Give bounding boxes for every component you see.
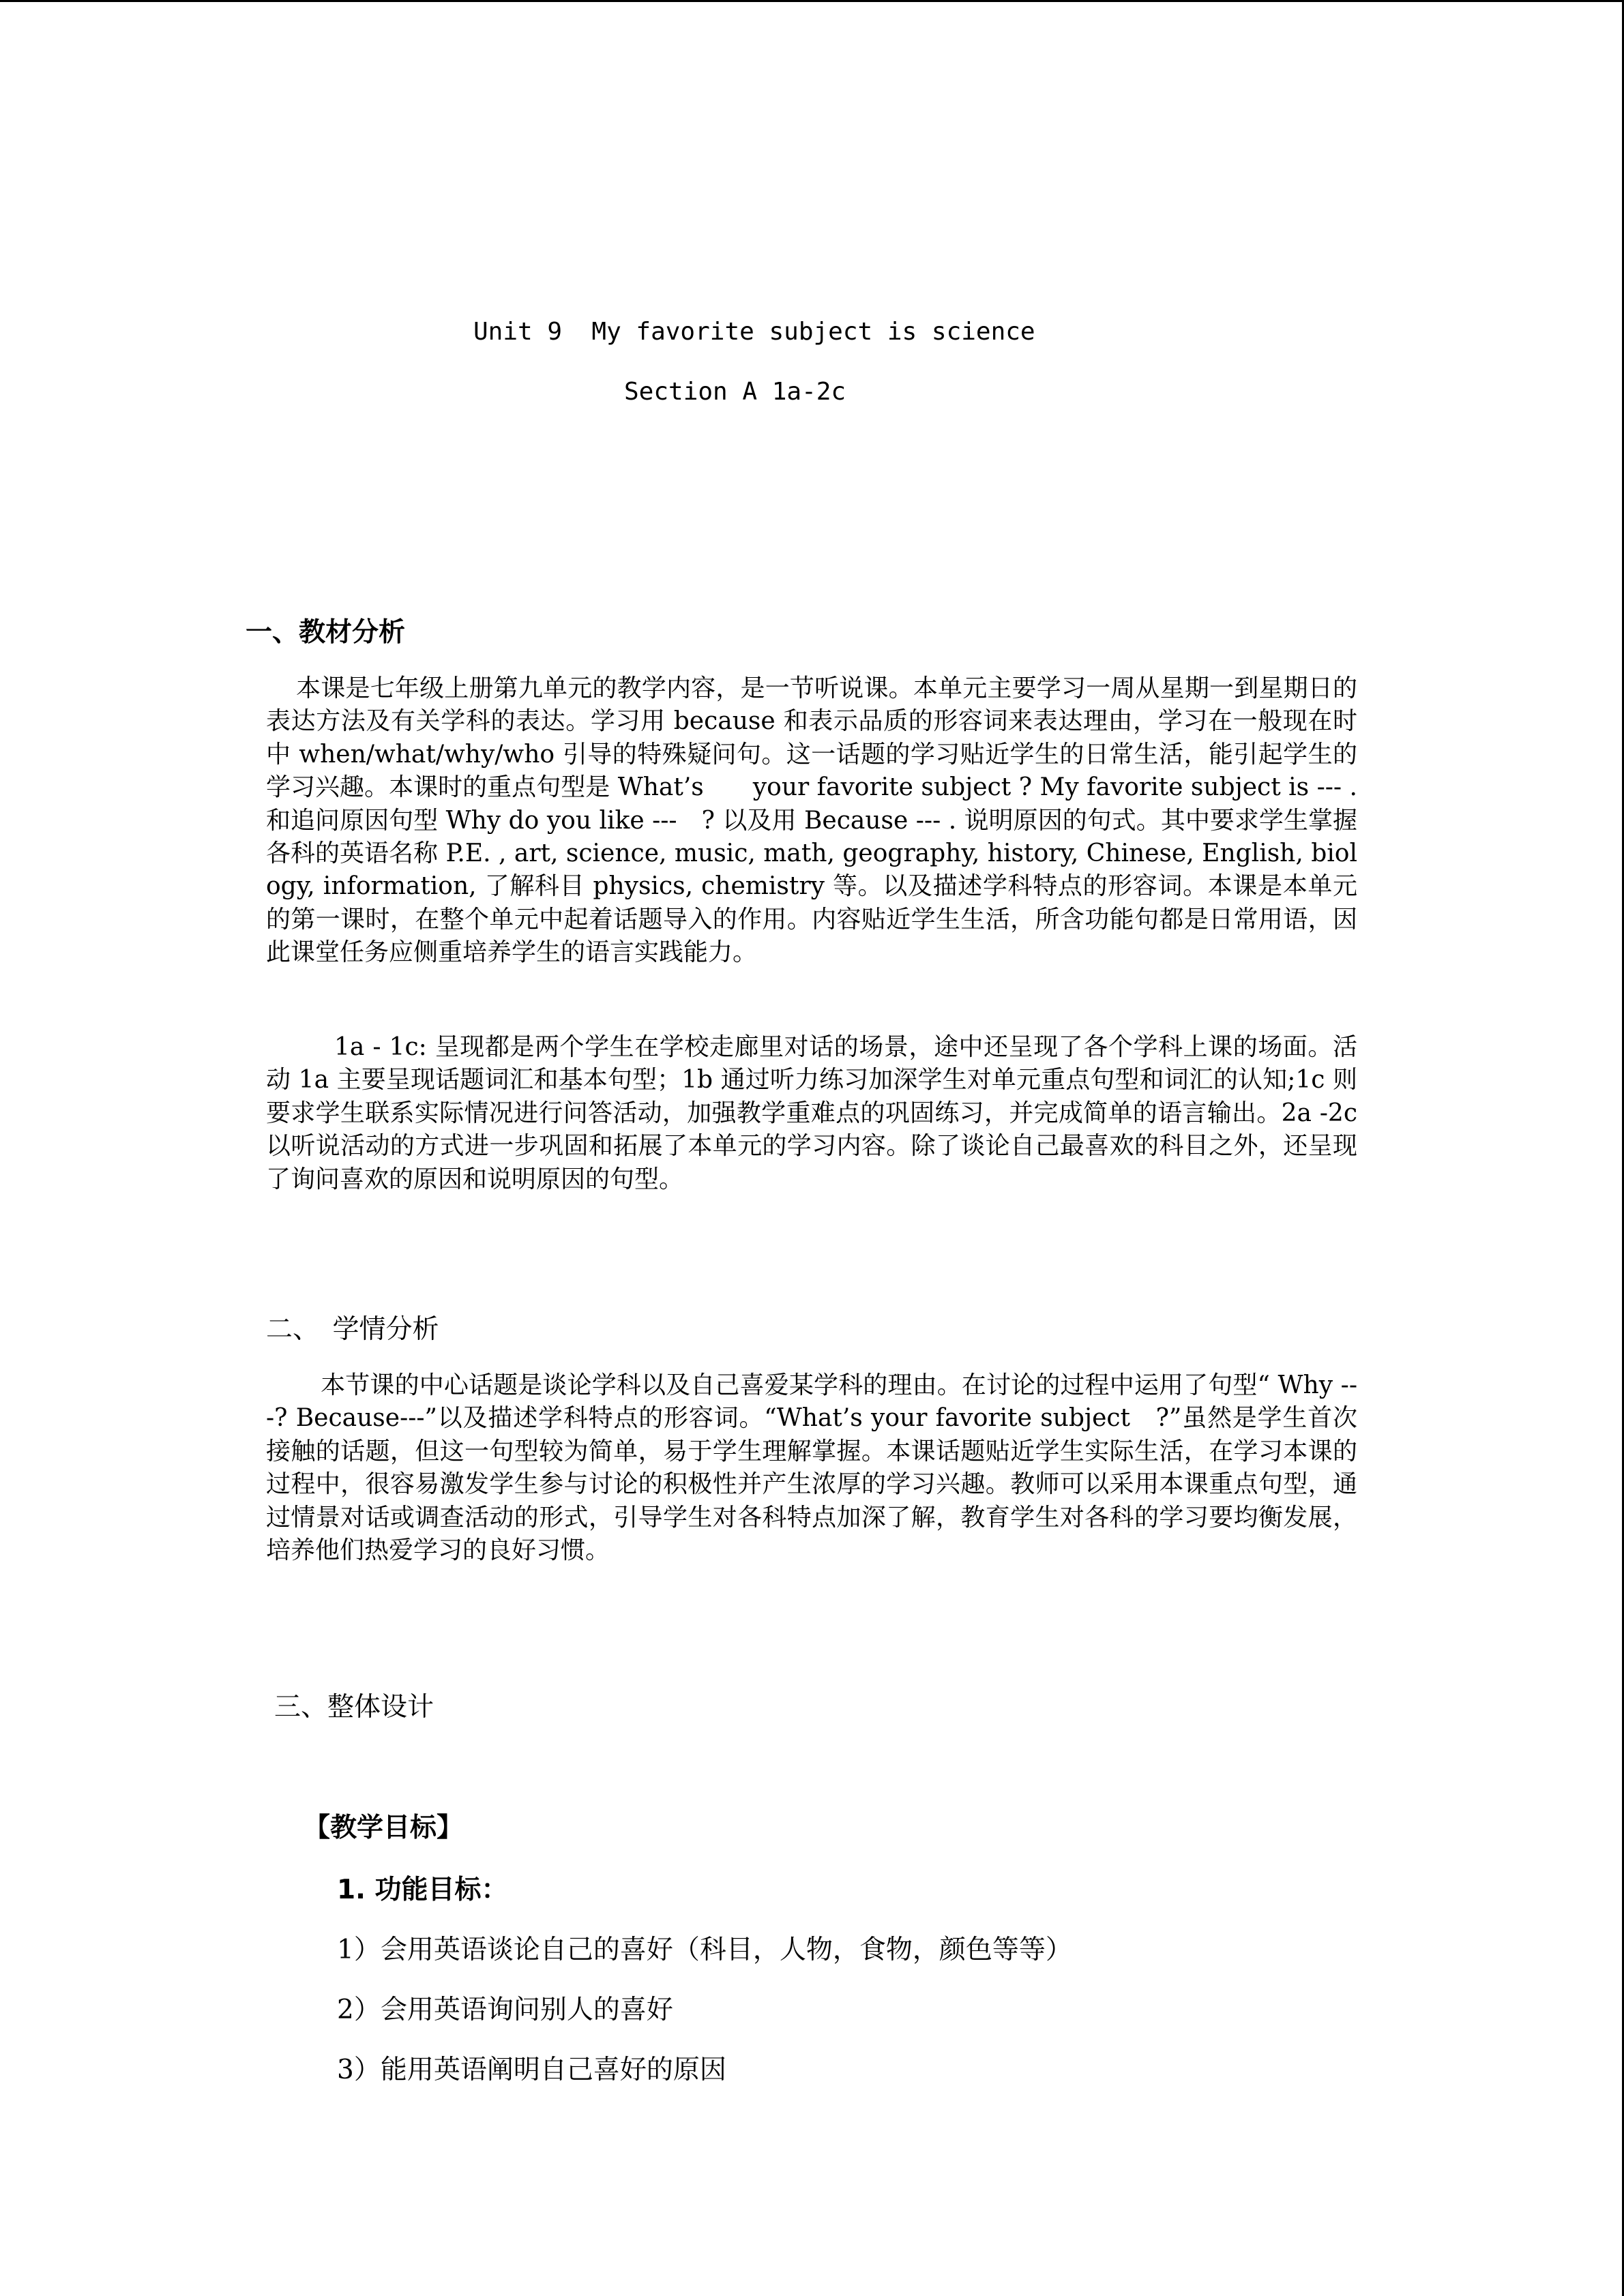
document-subtitle: Section A 1a-2c — [624, 378, 846, 406]
goal-item-1: 1）会用英语谈论自己的喜好（科目，人物，食物，颜色等等） — [337, 1935, 1072, 1965]
teaching-goals-heading: 【教学目标】 — [304, 1813, 464, 1843]
goal-item-2: 2）会用英语询问别人的喜好 — [337, 1995, 673, 2025]
section-2-heading: 二、 学情分析 — [266, 1314, 439, 1345]
section-2-paragraph-1 — [266, 1369, 1357, 1567]
page-top-border — [0, 0, 1624, 2]
section-1-heading: 一、教材分析 — [246, 617, 406, 648]
section-1-paragraph-1-text: 本课是七年级上册第九单元的教学内容，是一节听说课。本单元主要学习一周从星期一到星期日的表达方法及有关学科的表达。学习用 because 和表示品质的形容词来表达理由，学习在一般现在时中 when/what/why/who 引导的特殊疑问句。这一话题的学习贴近学生的日常生活，能引起学生的学习兴趣。本课时的重点句型是 What’s your favorite subject ? My favorite subject is --- .和追问原因句型 Why do you like --- ? 以及用 Because --- . 说明原因的句式。其中要求学生掌握各科的英语名称 P.E. , art, science, music, math, geography, history, Chinese, English, biology, information, 了解科目 physics, chemistry 等。以及描述学科特点的形容词。本课是本单元的第一课时，在整个单元中起着话题导入的作用。内容贴近学生生活，所含功能句都是日常用语，因此课堂任务应侧重培养学生的语言实践能力。 — [266, 674, 1357, 967]
section-2-paragraph-1-text: 本节课的中心话题是谈论学科以及自己喜爱某学科的理由。在讨论的过程中运用了句型“ Why ---? Because---”以及描述学科特点的形容词。“What’s your favorite subject ?”虽然是学生首次接触的话题，但这一句型较为简单，易于学生理解掌握。本课话题贴近学生实际生活，在学习本课的过程中，很容易激发学生参与讨论的积极性并产生浓厚的学习兴趣。教师可以采用本课重点句型，通过情景对话或调查活动的形式，引导学生对各科特点加深了解，教育学生对各科的学习要均衡发展，培养他们热爱学习的良好习惯。 — [266, 1371, 1357, 1565]
section-3-heading: 三、整体设计 — [274, 1692, 434, 1723]
section-1-paragraph-2-text: 1a - 1c: 呈现都是两个学生在学校走廊里对话的场景，途中还呈现了各个学科上课的场面。活动 1a 主要呈现话题词汇和基本句型；1b 通过听力练习加深学生对单元重点句型和词汇的认知;1c 则要求学生联系实际情况进行问答活动，加强教学重难点的巩固练习，并完成简单的语言输出。2a -2c 以听说活动的方式进一步巩固和拓展了本单元的学习内容。除了谈论自己最喜欢的科目之外，还呈现了询问喜欢的原因和说明原因的句型。 — [266, 1033, 1357, 1193]
goal-item-3: 3）能用英语阐明自己喜好的原因 — [337, 2055, 726, 2085]
section-1-paragraph-1 — [266, 672, 1357, 970]
functional-goals-heading: 1. 功能目标： — [337, 1875, 508, 1905]
document-title: Unit 9 My favorite subject is science — [473, 318, 1035, 346]
section-1-paragraph-2 — [266, 1031, 1357, 1196]
